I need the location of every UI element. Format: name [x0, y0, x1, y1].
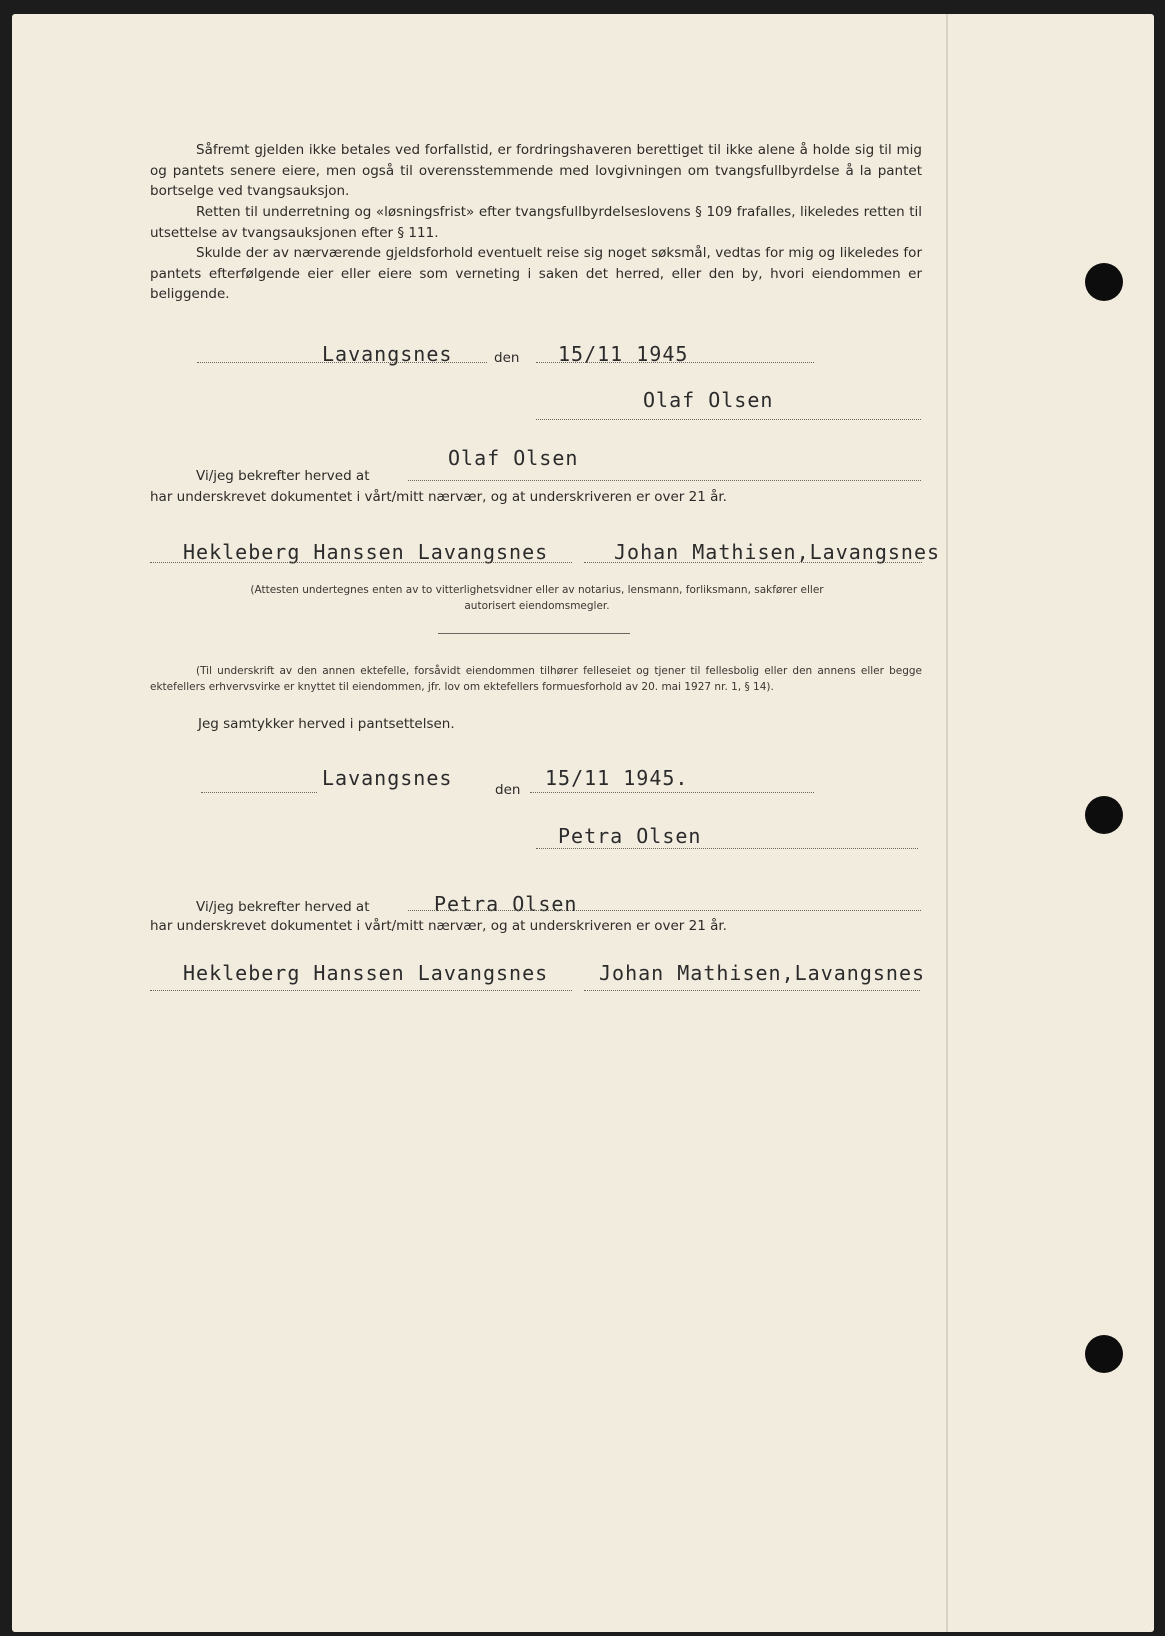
confirm-line: [408, 480, 921, 481]
confirm-label: Vi/jeg bekrefter herved at: [196, 468, 370, 484]
den-label: den: [495, 782, 521, 798]
confirm-name: Olaf Olsen: [448, 446, 579, 470]
confirm-text: har underskrevet dokumentet i vårt/mitt nærvær, og at underskriveren er over 21 år.: [150, 918, 727, 934]
signature-line: [536, 848, 918, 849]
witness-2-line: [584, 562, 922, 563]
signature-name: Olaf Olsen: [643, 388, 774, 412]
place-line: [201, 792, 317, 793]
attest-note: (Attesten undertegnes enten av to vitterlighetsvidner eller av notarius, lensmann, forliksmann, sakfører eller autorisert eiendomsmegler.: [250, 584, 824, 612]
spouse-note: (Til underskrift av den annen ektefelle, forsåvidt eiendommen tilhører felleseiet og tjener til fellesbolig eller den annens eller begge ektefellers erhvervsvirke er knyttet til eiendommen, jfr. lov om ektefellers formuesforhold av 20. mai 1927 nr. 1, § 14).: [150, 665, 922, 693]
confirm-line: [408, 910, 921, 911]
body-paragraph-1: Såfremt gjelden ikke betales ved forfallstid, er fordringshaveren berettiget til ikke alene å holde sig til mig og pantets senere eiere, men også til overensstemmende med lovgivningen om tvangsfullbyrdelse å la pantet bortselge ved tvangsauksjon.: [150, 142, 922, 199]
date-value: 15/11 1945.: [545, 766, 689, 790]
witness-1-line: [150, 990, 572, 991]
confirm-text: har underskrevet dokumentet i vårt/mitt nærvær, og at underskriveren er over 21 år.: [150, 489, 727, 505]
page-fold-line: [946, 14, 948, 1632]
place-value: Lavangsnes: [322, 766, 453, 790]
witness-2: Johan Mathisen,Lavangsnes: [614, 540, 941, 564]
confirm-label: Vi/jeg bekrefter herved at: [196, 899, 370, 915]
witness-2-line: [584, 990, 920, 991]
body-paragraph-3: Skulde der av nærværende gjeldsforhold eventuelt reise sig noget søksmål, vedtas for mig og likeledes for pantets efterfølgende eier eller eiere som verneting i saken det herred, eller den by, hvori eiendommen er beliggende.: [150, 245, 922, 302]
witness-2: Johan Mathisen,Lavangsnes: [599, 961, 926, 985]
body-paragraph-2: Retten til underretning og «løsningsfrist» efter tvangsfullbyrdelseslovens § 109 frafalles, likeledes retten til utsettelse av tvangsauksjonen efter § 111.: [150, 204, 922, 241]
signature-name: Petra Olsen: [558, 824, 702, 848]
witness-1: Hekleberg Hanssen Lavangsnes: [183, 961, 549, 985]
place-value: Lavangsnes: [322, 342, 453, 366]
den-label: den: [494, 350, 520, 366]
consent-text: Jeg samtykker herved i pantsettelsen.: [198, 716, 455, 732]
confirm-name: Petra Olsen: [434, 892, 578, 916]
punch-hole: [1085, 1335, 1123, 1373]
punch-hole: [1085, 263, 1123, 301]
date-line: [530, 792, 814, 793]
divider: [438, 633, 630, 634]
witness-1-line: [150, 562, 572, 563]
witness-1: Hekleberg Hanssen Lavangsnes: [183, 540, 549, 564]
signature-line: [536, 419, 921, 420]
punch-hole: [1085, 796, 1123, 834]
date-value: 15/11 1945: [558, 342, 689, 366]
